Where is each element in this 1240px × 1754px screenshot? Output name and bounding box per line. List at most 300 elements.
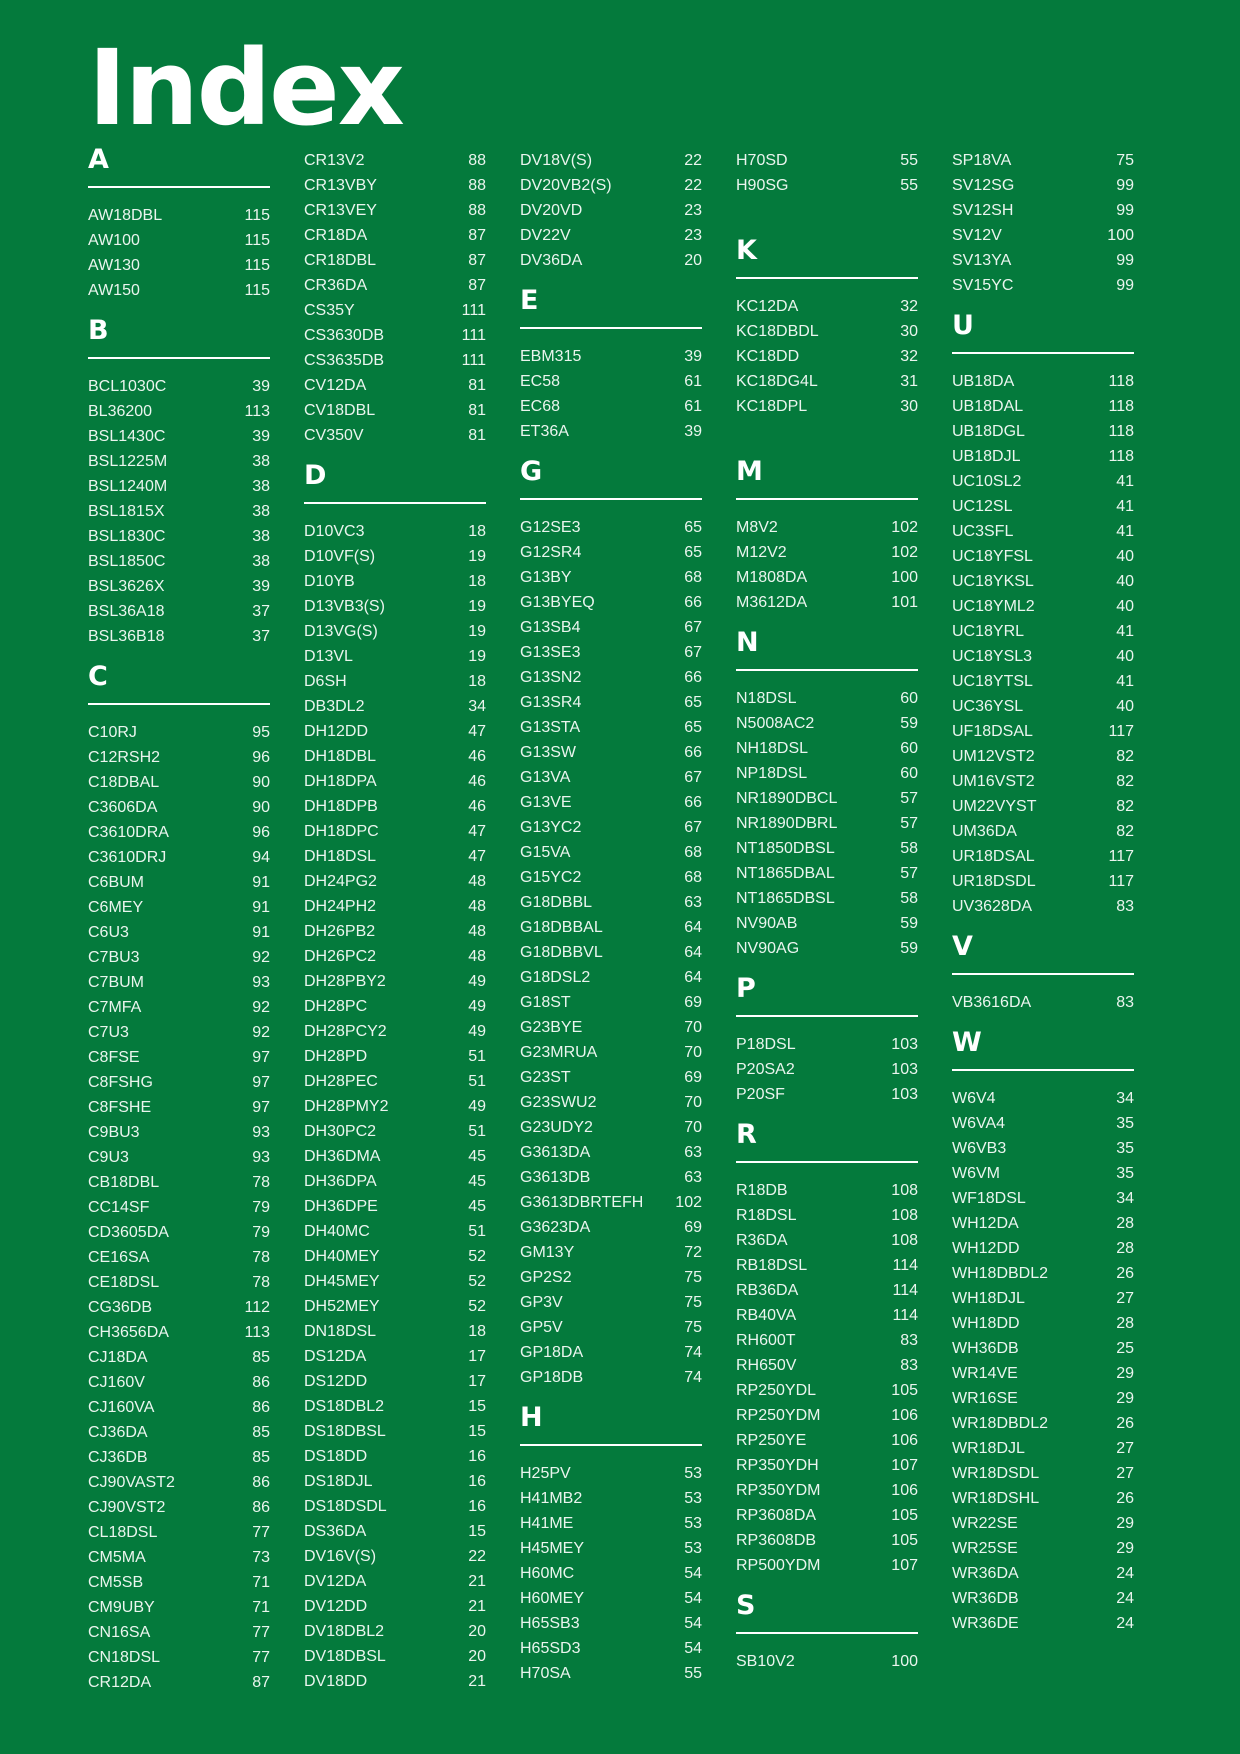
model-name: BSL3626X [88, 578, 165, 595]
index-entry [952, 1461, 1134, 1486]
model-name: EC58 [520, 373, 561, 390]
index-entry [88, 374, 270, 399]
page-number: 46 [468, 773, 486, 790]
page-number: 41 [1116, 623, 1134, 640]
index-entry [952, 1436, 1134, 1461]
model-name: G23UDY2 [520, 1119, 593, 1136]
model-name: G13SN2 [520, 669, 582, 686]
page-number: 20 [468, 1623, 486, 1640]
model-name: DS36DA [304, 1523, 367, 1540]
model-name: UB18DJL [952, 448, 1021, 465]
page-number: 73 [252, 1549, 270, 1566]
index-entry [520, 1065, 702, 1090]
index-entry [304, 1244, 486, 1269]
page-number: 39 [684, 348, 702, 365]
model-name: D10VC3 [304, 523, 365, 540]
page-number: 22 [468, 1548, 486, 1565]
index-entry [736, 686, 918, 711]
model-name: DH18DPC [304, 823, 379, 840]
model-name: DH45MEY [304, 1273, 380, 1290]
model-name: G13YC2 [520, 819, 582, 836]
index-entry [952, 444, 1134, 469]
model-name: C7MFA [88, 999, 142, 1016]
index-entry [88, 1070, 270, 1095]
page-number: 21 [468, 1673, 486, 1690]
model-name: D10VF(S) [304, 548, 376, 565]
index-entry [736, 148, 918, 173]
model-name: WR16SE [952, 1390, 1018, 1407]
index-entry [520, 590, 702, 615]
page-number: 82 [1116, 773, 1134, 790]
page-number: 100 [1107, 227, 1134, 244]
page-number: 69 [684, 1069, 702, 1086]
page-number: 86 [252, 1399, 270, 1416]
model-name: CJ90VST2 [88, 1499, 166, 1516]
page-number: 41 [1116, 523, 1134, 540]
page-number: 15 [468, 1523, 486, 1540]
index-entry [304, 1394, 486, 1419]
model-name: SV12SH [952, 202, 1014, 219]
model-name: CG36DB [88, 1299, 153, 1316]
index-entry [520, 1215, 702, 1240]
page-number: 102 [891, 544, 918, 561]
index-entry [520, 419, 702, 444]
page-number: 47 [468, 723, 486, 740]
index-entry [952, 769, 1134, 794]
index-entry [952, 744, 1134, 769]
model-name: UC18YFSL [952, 548, 1033, 565]
index-entry [88, 845, 270, 870]
page-number: 60 [900, 690, 918, 707]
section-letter-h: H [520, 1396, 702, 1446]
model-name: G3613DB [520, 1169, 591, 1186]
page-number: 19 [468, 598, 486, 615]
index-entry [88, 1445, 270, 1470]
model-name: GM13Y [520, 1244, 575, 1261]
index-entry [88, 549, 270, 574]
model-name: C7U3 [88, 1024, 129, 1041]
model-name: G18DBBL [520, 894, 593, 911]
page-number: 39 [252, 578, 270, 595]
page-number: 66 [684, 744, 702, 761]
index-entry [520, 840, 702, 865]
page-number: 39 [684, 423, 702, 440]
page-number: 113 [244, 1324, 270, 1341]
page-number: 47 [468, 848, 486, 865]
index-entry [88, 1020, 270, 1045]
model-name: H41ME [520, 1515, 574, 1532]
model-name: G18ST [520, 994, 571, 1011]
model-name: BSL1430C [88, 428, 166, 445]
page-number: 57 [900, 815, 918, 832]
page-number: 78 [252, 1249, 270, 1266]
model-name: DH26PC2 [304, 948, 377, 965]
page-number: 19 [468, 648, 486, 665]
index-entry [304, 323, 486, 348]
index-entry [952, 869, 1134, 894]
index-entry [952, 1586, 1134, 1611]
model-name: W6VA4 [952, 1115, 1006, 1132]
index-entry [952, 369, 1134, 394]
model-name: UM36DA [952, 823, 1017, 840]
page-number: 30 [900, 323, 918, 340]
page-number: 102 [891, 519, 918, 536]
model-name: CD3605DA [88, 1224, 169, 1241]
index-entry [736, 540, 918, 565]
page-number: 16 [468, 1448, 486, 1465]
page-number: 17 [468, 1373, 486, 1390]
page-number: 38 [252, 453, 270, 470]
model-name: D13VB3(S) [304, 598, 385, 615]
index-entry [952, 1186, 1134, 1211]
index-entry [952, 1086, 1134, 1111]
page-number: 118 [1108, 448, 1134, 465]
model-name: H25PV [520, 1465, 571, 1482]
page-number: 81 [468, 377, 486, 394]
model-name: C7BUM [88, 974, 145, 991]
section-letter-w: W [952, 1021, 1134, 1071]
model-name: AW100 [88, 232, 140, 249]
model-name: WR36DE [952, 1615, 1019, 1632]
page-number: 103 [891, 1061, 918, 1078]
model-name: G13VE [520, 794, 572, 811]
model-name: BSL1225M [88, 453, 168, 470]
index-entry [304, 348, 486, 373]
model-name: N5008AC2 [736, 715, 815, 732]
model-name: DV12DA [304, 1573, 367, 1590]
page-number: 59 [900, 915, 918, 932]
model-name: C9BU3 [88, 1124, 140, 1141]
model-name: H60MEY [520, 1590, 585, 1607]
model-name: UC18YRL [952, 623, 1025, 640]
model-name: C8FSHG [88, 1074, 153, 1091]
page-number: 54 [684, 1565, 702, 1582]
page-number: 94 [252, 849, 270, 866]
page-number: 45 [468, 1173, 486, 1190]
page-number: 68 [684, 569, 702, 586]
index-entry [304, 569, 486, 594]
model-name: DV20VB2(S) [520, 177, 612, 194]
section-spacer [736, 198, 918, 223]
model-name: CJ18DA [88, 1349, 148, 1366]
index-entry [952, 394, 1134, 419]
page-number: 95 [252, 724, 270, 741]
index-entry [520, 990, 702, 1015]
model-name: SV13YA [952, 252, 1012, 269]
index-entry [952, 1161, 1134, 1186]
index-entry [736, 173, 918, 198]
page-number: 87 [252, 1674, 270, 1691]
model-name: G15VA [520, 844, 571, 861]
model-name: DH28PD [304, 1048, 368, 1065]
index-entry [736, 911, 918, 936]
model-name: G3613DBRTEFH [520, 1194, 644, 1211]
page-number: 113 [244, 403, 270, 420]
model-name: G23ST [520, 1069, 571, 1086]
section-letter-r: R [736, 1113, 918, 1163]
index-entry [520, 1240, 702, 1265]
page-number: 49 [468, 1098, 486, 1115]
page-number: 17 [468, 1348, 486, 1365]
model-name: CR36DA [304, 277, 368, 294]
index-entry [304, 1569, 486, 1594]
index-entry [736, 1032, 918, 1057]
model-name: DH12DD [304, 723, 369, 740]
page-number: 38 [252, 503, 270, 520]
index-entry [952, 844, 1134, 869]
model-name: BSL36B18 [88, 628, 165, 645]
page-number: 51 [468, 1123, 486, 1140]
index-entry [88, 1245, 270, 1270]
page-number: 54 [684, 1615, 702, 1632]
model-name: WF18DSL [952, 1190, 1026, 1207]
page-number: 63 [684, 894, 702, 911]
index-entry [304, 1419, 486, 1444]
page-number: 72 [684, 1244, 702, 1261]
index-entry [520, 1661, 702, 1686]
page-number: 39 [252, 428, 270, 445]
model-name: BSL1850C [88, 553, 166, 570]
index-entry [952, 1336, 1134, 1361]
page-number: 79 [252, 1199, 270, 1216]
model-name: H65SD3 [520, 1640, 581, 1657]
page-number: 54 [684, 1590, 702, 1607]
page-number: 26 [1116, 1490, 1134, 1507]
index-entry [952, 569, 1134, 594]
model-name: AW18DBL [88, 207, 163, 224]
page-number: 18 [468, 1323, 486, 1340]
model-name: C3610DRJ [88, 849, 167, 866]
index-entry [952, 1136, 1134, 1161]
index-entry [304, 1319, 486, 1344]
page-number: 92 [252, 949, 270, 966]
index-entry [304, 298, 486, 323]
model-name: DV12DD [304, 1598, 368, 1615]
page-number: 87 [468, 277, 486, 294]
model-name: G3613DA [520, 1144, 591, 1161]
page-number: 71 [252, 1574, 270, 1591]
index-entry [520, 1365, 702, 1390]
index-entry [88, 1345, 270, 1370]
model-name: WR18DBDL2 [952, 1415, 1049, 1432]
index-entry [304, 919, 486, 944]
index-entry [952, 1236, 1134, 1261]
model-name: C10RJ [88, 724, 137, 741]
index-entry [736, 1478, 918, 1503]
page-number: 108 [891, 1232, 918, 1249]
index-entry [304, 594, 486, 619]
index-entry [304, 544, 486, 569]
model-name: C6U3 [88, 924, 129, 941]
page-number: 77 [252, 1524, 270, 1541]
model-name: DH18DPA [304, 773, 377, 790]
index-entry [88, 1295, 270, 1320]
index-entry [736, 1649, 918, 1674]
index-entry [736, 369, 918, 394]
page-number: 58 [900, 890, 918, 907]
model-name: DS18DD [304, 1448, 368, 1465]
model-name: NV90AG [736, 940, 800, 957]
index-entry [304, 894, 486, 919]
page-number: 48 [468, 873, 486, 890]
page-number: 99 [1116, 277, 1134, 294]
index-entry [952, 1286, 1134, 1311]
page-number: 24 [1116, 1590, 1134, 1607]
index-entry [304, 1069, 486, 1094]
model-name: G13BYEQ [520, 594, 595, 611]
model-name: C7BU3 [88, 949, 140, 966]
index-entry [88, 449, 270, 474]
model-name: C6BUM [88, 874, 145, 891]
index-entry [304, 1119, 486, 1144]
page-number: 40 [1116, 648, 1134, 665]
index-entry [304, 944, 486, 969]
index-entry [520, 915, 702, 940]
page-number: 51 [468, 1048, 486, 1065]
model-name: N18DSL [736, 690, 797, 707]
section-letter-m: M [736, 450, 918, 500]
index-entry [520, 890, 702, 915]
page-number: 21 [468, 1573, 486, 1590]
model-name: DB3DL2 [304, 698, 365, 715]
index-entry [520, 1461, 702, 1486]
index-entry [304, 373, 486, 398]
page-number: 105 [891, 1382, 918, 1399]
index-entry [88, 1120, 270, 1145]
index-entry [304, 619, 486, 644]
model-name: ET36A [520, 423, 569, 440]
model-name: GP18DB [520, 1369, 584, 1386]
page-number: 49 [468, 973, 486, 990]
model-name: D13VL [304, 648, 353, 665]
index-entry [736, 1057, 918, 1082]
page-number: 71 [252, 1599, 270, 1616]
page-number: 29 [1116, 1540, 1134, 1557]
model-name: RP250YE [736, 1432, 807, 1449]
page-number: 69 [684, 994, 702, 1011]
page-number: 118 [1108, 398, 1134, 415]
index-entry [88, 1595, 270, 1620]
page-number: 67 [684, 769, 702, 786]
model-name: BSL1815X [88, 503, 165, 520]
model-name: BSL1240M [88, 478, 168, 495]
section-letter-b: B [88, 309, 270, 359]
page-number: 105 [891, 1532, 918, 1549]
model-name: CB18DBL [88, 1174, 160, 1191]
page-number: 41 [1116, 673, 1134, 690]
page-number: 53 [684, 1490, 702, 1507]
page-number: 32 [900, 348, 918, 365]
page-number: 24 [1116, 1615, 1134, 1632]
model-name: DS18DBSL [304, 1423, 386, 1440]
index-entry [736, 1203, 918, 1228]
page-number: 16 [468, 1498, 486, 1515]
index-entry [304, 1469, 486, 1494]
index-entry [520, 615, 702, 640]
index-entry [952, 223, 1134, 248]
page-number: 34 [468, 698, 486, 715]
page-number: 106 [891, 1407, 918, 1424]
page-number: 83 [900, 1357, 918, 1374]
model-name: NT1865DBAL [736, 865, 835, 882]
page-number: 45 [468, 1148, 486, 1165]
page-number: 83 [900, 1332, 918, 1349]
model-name: UB18DAL [952, 398, 1024, 415]
model-name: GP5V [520, 1319, 563, 1336]
model-name: WH36DB [952, 1340, 1019, 1357]
page-number: 87 [468, 227, 486, 244]
index-entry [88, 1220, 270, 1245]
page-number: 46 [468, 798, 486, 815]
index-entry [520, 865, 702, 890]
model-name: CR18DBL [304, 252, 377, 269]
model-name: UV3628DA [952, 898, 1033, 915]
index-entry [304, 1544, 486, 1569]
index-entry [88, 1570, 270, 1595]
model-name: KC18DG4L [736, 373, 818, 390]
model-name: G18DBBVL [520, 944, 603, 961]
page-number: 108 [891, 1182, 918, 1199]
page-number: 65 [684, 694, 702, 711]
index-entry [520, 1265, 702, 1290]
model-name: EBM315 [520, 348, 582, 365]
model-name: R18DSL [736, 1207, 797, 1224]
index-entry [952, 1361, 1134, 1386]
page-number: 93 [252, 1149, 270, 1166]
page-number: 115 [244, 232, 270, 249]
page-number: 34 [1116, 1190, 1134, 1207]
page-number: 29 [1116, 1515, 1134, 1532]
page-number: 88 [468, 202, 486, 219]
model-name: R36DA [736, 1232, 788, 1249]
model-name: UC12SL [952, 498, 1013, 515]
page-number: 53 [684, 1515, 702, 1532]
model-name: UB18DA [952, 373, 1015, 390]
page-number: 30 [900, 398, 918, 415]
index-entry [88, 1270, 270, 1295]
page-number: 60 [900, 765, 918, 782]
page-number: 67 [684, 619, 702, 636]
page-number: 47 [468, 823, 486, 840]
model-name: M3612DA [736, 594, 808, 611]
model-name: KC18DPL [736, 398, 808, 415]
page-number: 55 [684, 1665, 702, 1682]
model-name: CJ160VA [88, 1399, 155, 1416]
section-letter-v: V [952, 925, 1134, 975]
model-name: EC68 [520, 398, 561, 415]
index-entry [88, 499, 270, 524]
index-entry [88, 1545, 270, 1570]
page-number: 91 [252, 924, 270, 941]
index-entry [952, 644, 1134, 669]
page-number: 20 [468, 1648, 486, 1665]
model-name: SV12V [952, 227, 1002, 244]
index-entry [88, 203, 270, 228]
page-number: 77 [252, 1649, 270, 1666]
model-name: DH28PBY2 [304, 973, 386, 990]
index-entry [952, 619, 1134, 644]
page-number: 49 [468, 1023, 486, 1040]
model-name: UF18DSAL [952, 723, 1033, 740]
page-number: 22 [684, 177, 702, 194]
model-name: H60MC [520, 1565, 575, 1582]
index-entry [88, 1145, 270, 1170]
index-entry [88, 474, 270, 499]
index-entry [88, 1470, 270, 1495]
page-number: 97 [252, 1099, 270, 1116]
model-name: DV22V [520, 227, 571, 244]
page-number: 29 [1116, 1365, 1134, 1382]
